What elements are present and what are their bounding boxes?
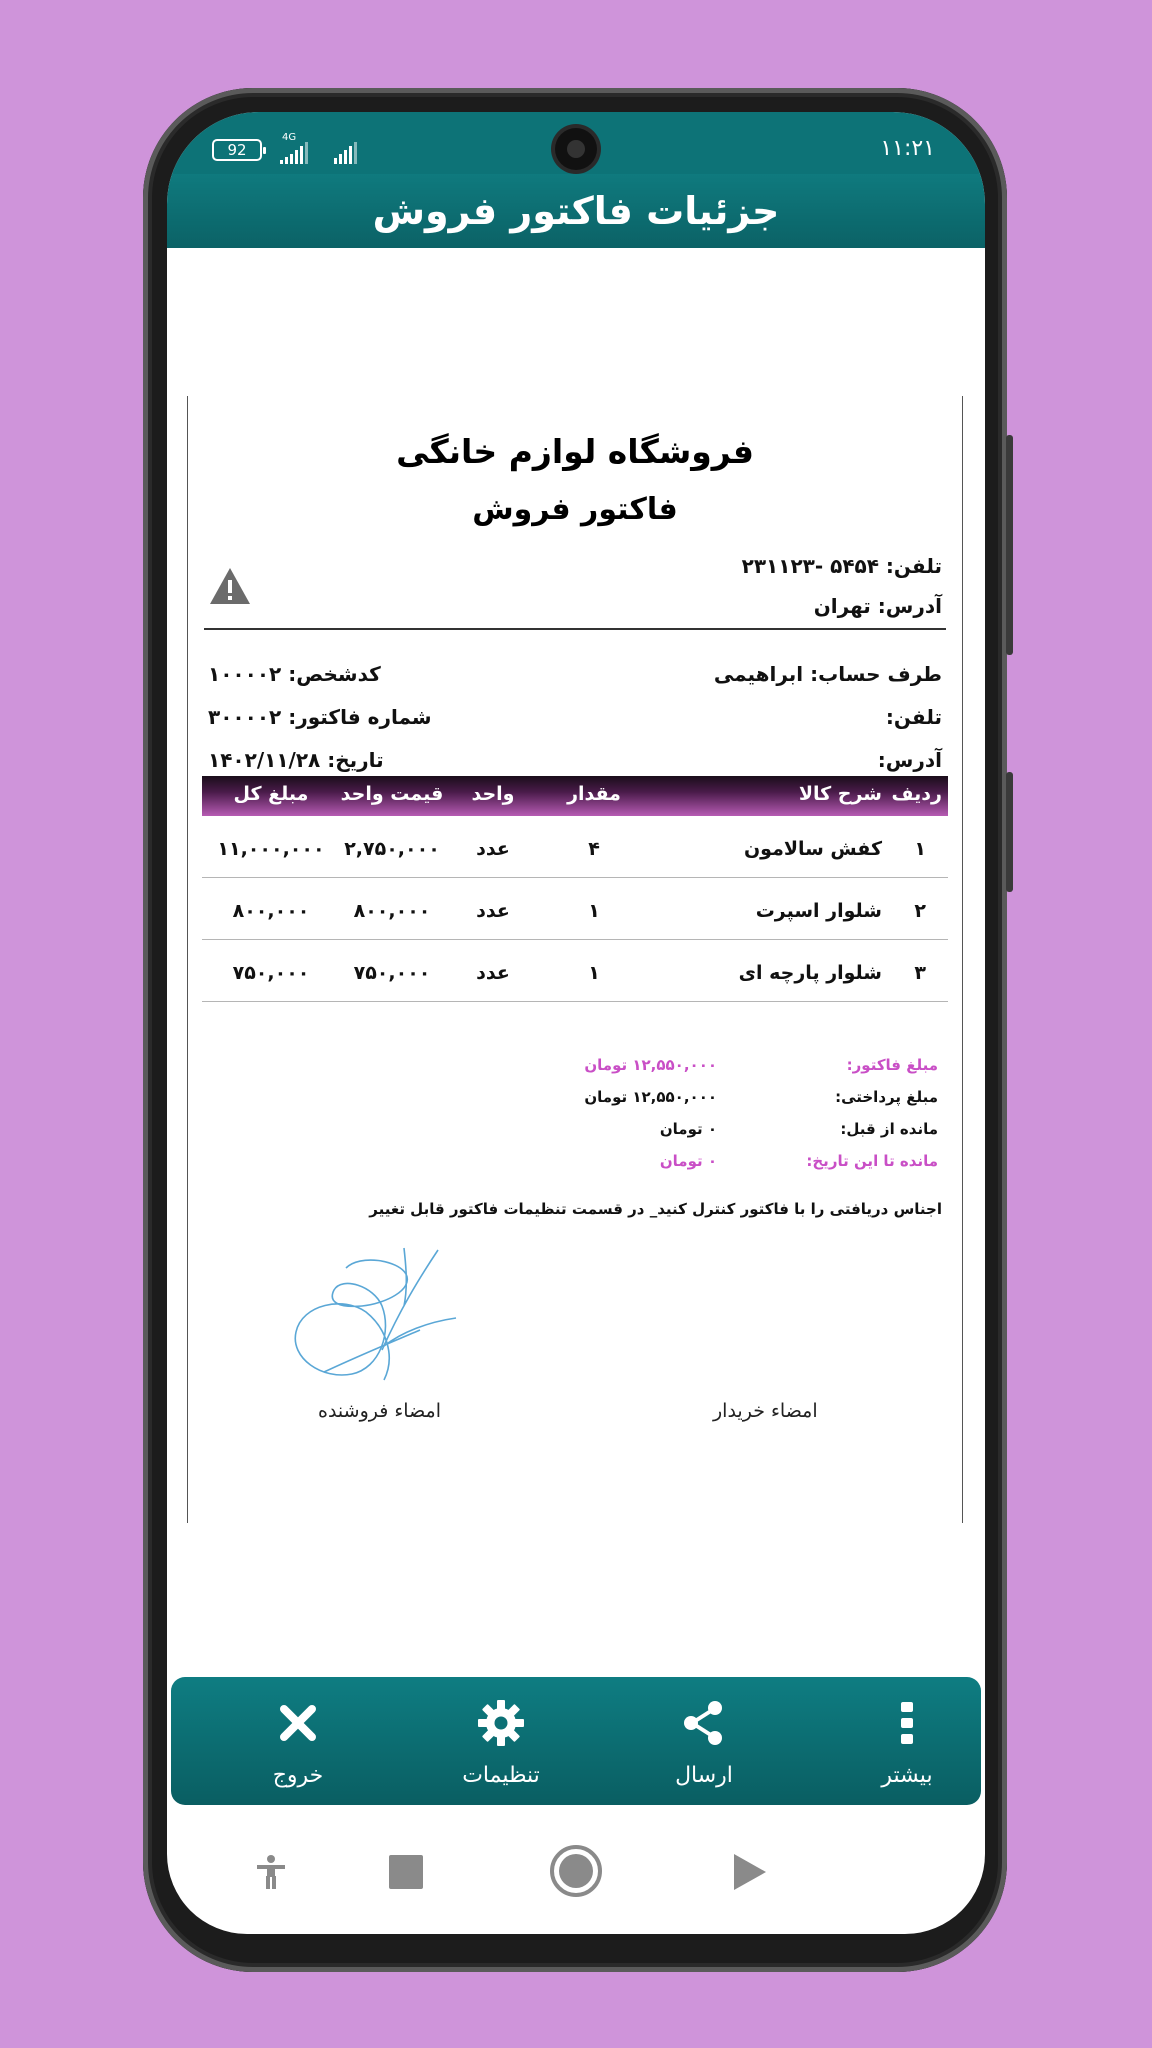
account-line bbox=[714, 662, 942, 686]
col-unit: واحد bbox=[471, 783, 515, 805]
paid-amount: ۱۲,۵۵۰,۰۰۰ تومان bbox=[584, 1088, 717, 1106]
previous-balance: ۰ تومان bbox=[659, 1120, 717, 1138]
invoice-amount: ۱۲,۵۵۰,۰۰۰ تومان bbox=[584, 1056, 717, 1074]
row-total: ۸۰۰,۰۰۰ bbox=[232, 900, 310, 922]
accessibility-icon[interactable] bbox=[254, 1854, 288, 1890]
battery-indicator: 92 bbox=[212, 139, 262, 161]
col-description: شرح کالا bbox=[798, 783, 882, 805]
invoice-number: ۳۰۰۰۰۲ bbox=[208, 705, 282, 729]
front-camera bbox=[555, 128, 597, 170]
col-unit-price: قیمت واحد bbox=[340, 783, 444, 805]
settings-label: تنظیمات bbox=[462, 1763, 540, 1788]
store-address-label: آدرس: bbox=[877, 594, 942, 618]
current-balance-label: مانده تا این تاریخ: bbox=[806, 1152, 938, 1170]
date-value: ۱۴۰۲/۱۱/۲۸ bbox=[208, 748, 321, 772]
previous-balance-label: مانده از قبل: bbox=[840, 1120, 938, 1138]
gear-icon bbox=[477, 1699, 525, 1747]
row-number: ۱ bbox=[914, 838, 926, 860]
col-total: مبلغ کل bbox=[233, 783, 309, 805]
row-total: ۷۵۰,۰۰۰ bbox=[232, 962, 310, 984]
more-button[interactable] bbox=[837, 1677, 977, 1805]
table-row bbox=[202, 816, 948, 878]
clock: ۱۱:۲۱ bbox=[880, 136, 935, 161]
person-code: ۱۰۰۰۰۲ bbox=[208, 662, 282, 686]
signal-4g bbox=[280, 132, 308, 167]
table-row bbox=[202, 940, 948, 1002]
row-quantity: ۱ bbox=[588, 900, 600, 922]
row-quantity: ۱ bbox=[588, 962, 600, 984]
store-address: تهران bbox=[813, 594, 871, 618]
row-description: کفش سالامون bbox=[743, 838, 882, 860]
header-divider bbox=[204, 628, 946, 630]
back-play-icon[interactable] bbox=[732, 1852, 768, 1892]
row-description: شلوار اسپرت bbox=[755, 900, 882, 922]
invoice-number-line bbox=[208, 705, 432, 729]
store-address-line bbox=[814, 594, 942, 618]
row-unit: عدد bbox=[476, 838, 510, 860]
more-vertical-icon bbox=[883, 1699, 931, 1747]
row-number: ۲ bbox=[914, 900, 926, 922]
row-number: ۳ bbox=[914, 962, 926, 984]
more-label: بیشتر bbox=[881, 1763, 933, 1788]
page-title: جزئیات فاکتور فروش bbox=[167, 174, 985, 248]
col-row: ردیف bbox=[891, 783, 942, 805]
volume-button bbox=[1006, 435, 1013, 655]
seller-signature bbox=[288, 1246, 463, 1396]
exit-label: خروج bbox=[272, 1763, 324, 1788]
home-circle-icon[interactable] bbox=[549, 1844, 603, 1898]
table-header bbox=[202, 776, 948, 816]
row-unit-price: ۸۰۰,۰۰۰ bbox=[353, 900, 431, 922]
settings-button[interactable] bbox=[431, 1677, 571, 1805]
send-button[interactable] bbox=[634, 1677, 774, 1805]
exit-button[interactable] bbox=[228, 1677, 368, 1805]
customer-address-label: آدرس: bbox=[877, 748, 942, 772]
row-unit-price: ۷۵۰,۰۰۰ bbox=[353, 962, 431, 984]
invoice-note: اجناس دریافتی را با فاکتور کنترل کنید_ در قسمت تنظیمات فاکتور قابل تغییر bbox=[369, 1200, 942, 1218]
store-phone-label: تلفن: bbox=[885, 554, 942, 578]
row-total: ۱۱,۰۰۰,۰۰۰ bbox=[217, 838, 325, 860]
date-line bbox=[208, 748, 384, 772]
table-row bbox=[202, 878, 948, 940]
system-navigation-bar bbox=[167, 1812, 985, 1934]
invoice-document bbox=[187, 396, 963, 1523]
invoice-number-label: شماره فاکتور: bbox=[288, 705, 432, 729]
current-balance: ۰ تومان bbox=[659, 1152, 717, 1170]
warning-icon bbox=[208, 566, 252, 606]
col-quantity: مقدار bbox=[567, 783, 621, 805]
row-unit: عدد bbox=[476, 962, 510, 984]
paid-amount-label: مبلغ پرداختی: bbox=[835, 1088, 938, 1106]
signal-bars-2-icon bbox=[334, 136, 357, 167]
document-title: فاکتور فروش bbox=[472, 492, 678, 527]
date-label: تاریخ: bbox=[327, 748, 384, 772]
bottom-action-bar bbox=[171, 1677, 981, 1805]
account-name: ابراهیمی bbox=[713, 662, 804, 686]
share-icon bbox=[680, 1699, 728, 1747]
customer-phone-label: تلفن: bbox=[885, 705, 942, 729]
power-button bbox=[1006, 772, 1013, 892]
network-type: 4G bbox=[282, 132, 297, 143]
person-code-line bbox=[208, 662, 381, 686]
store-name: فروشگاه لوازم خانگی bbox=[396, 432, 754, 471]
signal-bars-icon bbox=[280, 142, 308, 164]
row-description: شلوار پارچه ای bbox=[738, 962, 882, 984]
seller-signature-label: امضاء فروشنده bbox=[318, 1400, 442, 1422]
store-phone-line bbox=[742, 554, 942, 578]
account-label: طرف حساب: bbox=[810, 662, 942, 686]
row-unit: عدد bbox=[476, 900, 510, 922]
row-unit-price: ۲,۷۵۰,۰۰۰ bbox=[344, 838, 440, 860]
buyer-signature-label: امضاء خریدار bbox=[713, 1400, 818, 1422]
recents-square-icon[interactable] bbox=[389, 1855, 423, 1889]
close-icon bbox=[274, 1699, 322, 1747]
screen bbox=[167, 112, 985, 1934]
send-label: ارسال bbox=[675, 1763, 733, 1788]
invoice-amount-label: مبلغ فاکتور: bbox=[846, 1056, 938, 1074]
person-code-label: کدشخص: bbox=[288, 662, 381, 686]
row-quantity: ۴ bbox=[588, 838, 600, 860]
store-phone: ۵۴۵۴ -۲۳۱۱۲۳ bbox=[741, 554, 879, 578]
